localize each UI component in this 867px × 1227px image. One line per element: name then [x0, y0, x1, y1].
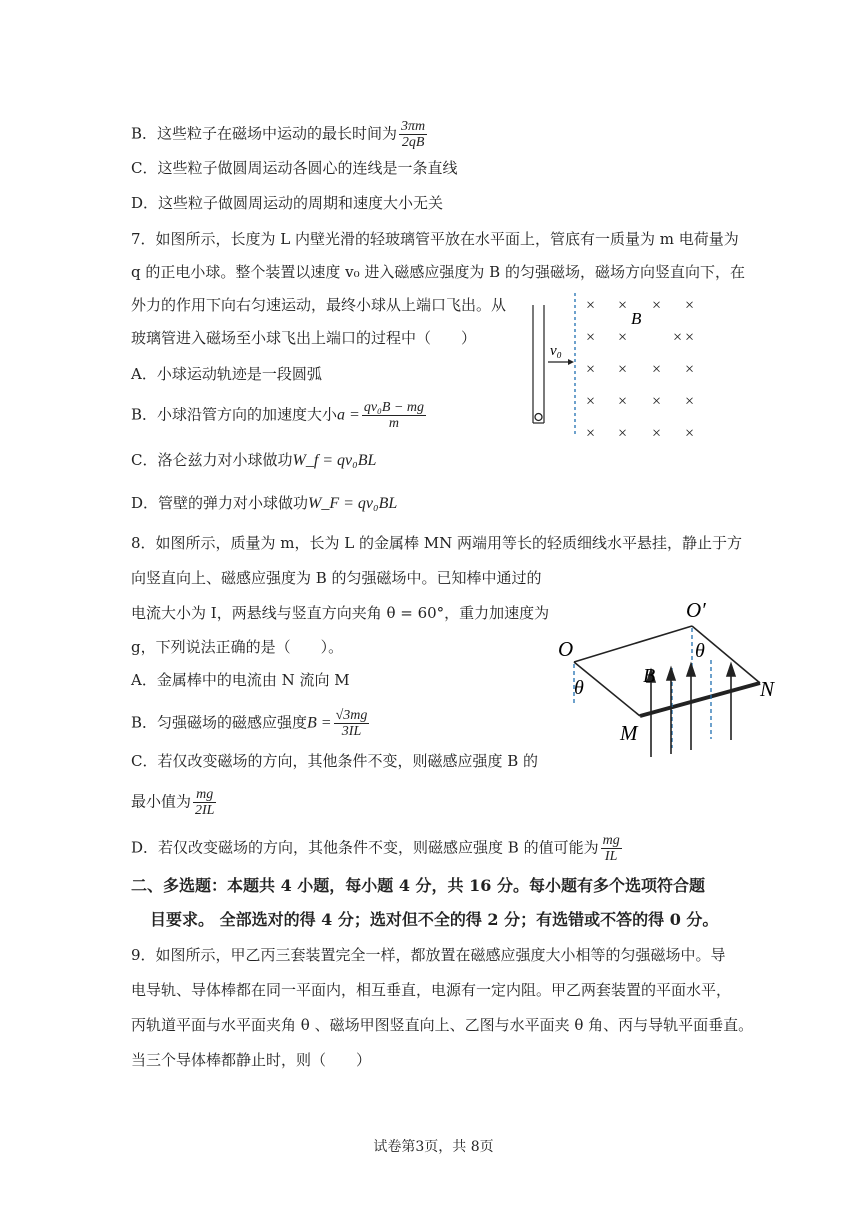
field-x-mark: × — [651, 297, 662, 314]
q7-option-c-text: C．洛仑兹力对小球做功 — [131, 451, 293, 469]
field-B-label: B — [631, 309, 642, 328]
q9-stem-line1: 9．如图所示，甲乙丙三套装置完全一样，都放置在磁感应强度大小相等的匀强磁场中。导 — [131, 946, 726, 964]
q7-option-b — [131, 400, 428, 431]
field-x-mark: × — [684, 361, 695, 378]
fraction-denominator: 2IL — [195, 803, 215, 818]
q6-option-c: C．这些粒子做圆周运动各圆心的连线是一条直线 — [131, 159, 458, 177]
q6-option-b-fraction — [399, 119, 427, 150]
label-theta-left: θ — [574, 677, 584, 699]
q8-option-b-fraction — [334, 708, 370, 739]
velocity-arrowhead — [568, 359, 574, 365]
label-M: M — [620, 721, 638, 745]
q7-option-a: A．小球运动轨迹是一段圆弧 — [131, 365, 322, 383]
q7-option-b-text: B．小球沿管方向的加速度大小 — [131, 405, 338, 424]
field-x-mark: × — [651, 361, 662, 378]
q7-stem-line4: 玻璃管进入磁场至小球飞出上端口的过程中（ ） — [131, 329, 477, 347]
metal-rod-MN — [640, 683, 760, 716]
fraction-numerator: qv₀B − mg — [363, 400, 425, 415]
fraction-denominator: m — [388, 416, 399, 431]
q6-option-b — [131, 119, 429, 150]
field-x-mark: × — [585, 329, 596, 346]
q8-option-b-text: B．匀强磁场的磁感应强度 — [131, 713, 308, 732]
q6-option-d: D．这些粒子做圆周运动的周期和速度大小无关 — [131, 194, 444, 212]
q8-option-b — [131, 708, 371, 739]
fraction-numerator: mg — [193, 787, 216, 803]
label-O-prime: O′ — [686, 598, 706, 622]
top-edge — [574, 626, 692, 662]
field-x-mark: × — [651, 425, 662, 440]
q8-figure — [550, 590, 790, 765]
q8-option-d — [131, 833, 624, 864]
field-x-mark: × — [672, 329, 683, 346]
field-x-mark: × — [585, 425, 596, 440]
q7-option-c-expr: W_f = qv₀BL — [292, 452, 377, 469]
field-x-mark: × — [585, 361, 596, 378]
q7-option-b-lhs: a = — [337, 406, 360, 424]
fraction-numerator: 3πm — [401, 119, 426, 134]
label-N: N — [760, 677, 775, 701]
field-x-mark: × — [684, 393, 695, 410]
fraction-numerator: √3mg — [335, 708, 368, 723]
section2-heading-line1: 二、多选题：本题共 4 小题，每小题 4 分，共 16 分。每小题有多个选项符合题 — [131, 876, 705, 895]
q7-option-d-expr: W_F = qv₀BL — [308, 495, 398, 512]
field-x-mark: × — [617, 425, 628, 440]
label-O: O — [558, 637, 574, 661]
left-thread — [574, 662, 640, 716]
field-x-mark: × — [585, 393, 596, 410]
q6-option-b-text: B．这些粒子在磁场中运动的最长时间为 — [131, 124, 398, 143]
q8-option-a: A．金属棒中的电流由 N 流向 M — [131, 671, 350, 689]
q9-stem-line3: 丙轨道平面与水平面夹角 θ 、磁场甲图竖直向上、乙图与水平面夹 θ 角、丙与导轨平面垂直。 — [131, 1016, 754, 1034]
field-x-mark: × — [684, 425, 695, 440]
q8-option-b-lhs: B = — [307, 714, 332, 732]
q8-option-c-line1: C．若仅改变磁场的方向，其他条件不变，则磁感应强度 B 的 — [131, 752, 539, 770]
charged-ball — [535, 414, 542, 421]
field-x-mark: × — [684, 297, 695, 314]
v0-label: v₀ — [550, 343, 562, 359]
q9-stem-line2: 电导轨、导体棒都在同一平面内，相互垂直，电源有一定内阻。甲乙两套装置的平面水平， — [131, 981, 732, 999]
page-footer: 试卷第3页，共 8页 — [373, 1139, 494, 1155]
q7-option-c — [131, 450, 376, 471]
field-x-mark: × — [617, 297, 628, 314]
q8-option-c-line2 — [131, 787, 218, 818]
q8-option-c-text: 最小值为 — [131, 792, 192, 811]
label-B: B — [643, 665, 656, 687]
q9-stem-line4: 当三个导体棒都静止时，则（ ） — [131, 1051, 372, 1069]
fraction-numerator: mg — [602, 833, 620, 848]
q8-stem-line3: 电流大小为 I，两悬线与竖直方向夹角 θ = 60°，重力加速度为 — [131, 604, 550, 622]
q7-option-d-text: D．管壁的弹力对小球做功 — [131, 494, 309, 512]
q7-stem-line1: 7．如图所示，长度为 L 内壁光滑的轻玻璃管平放在水平面上，管底有一质量为 m 电荷量为 — [131, 230, 739, 248]
field-x-mark: × — [585, 297, 596, 314]
q7-stem-line2: q 的正电小球。整个装置以速度 v₀ 进入磁感应强度为 B 的匀强磁场，磁场方向竖直向下，在 — [131, 263, 745, 281]
q8-option-d-fraction — [601, 833, 622, 864]
field-x-mark: × — [651, 393, 662, 410]
q7-option-d — [131, 493, 397, 514]
q7-stem-line3: 外力的作用下向右匀速运动，最终小球从上端口飞出。从 — [131, 296, 507, 314]
fraction-denominator: 2qB — [401, 135, 425, 150]
q7-figure — [520, 285, 720, 440]
q7-option-b-fraction — [362, 400, 426, 431]
section2-heading-line2: 目要求。 全部选对的得 4 分；选对但不全的得 2 分；有选错或不答的得 0 分。 — [150, 910, 719, 929]
field-x-mark: × — [617, 393, 628, 410]
q8-stem-line1: 8．如图所示，质量为 m，长为 L 的金属棒 MN 两端用等长的轻质细线水平悬挂，静止于方 — [131, 534, 743, 552]
field-x-mark: × — [684, 329, 695, 346]
fraction-denominator: 3IL — [341, 724, 362, 739]
q8-stem-line2: 向竖直向上、磁感应强度为 B 的匀强磁场中。已知棒中通过的 — [131, 569, 542, 587]
fraction-denominator: IL — [604, 849, 618, 864]
q8-option-d-text: D．若仅改变磁场的方向，其他条件不变，则磁感应强度 B 的值可能为 — [131, 838, 599, 857]
q8-option-c-fraction — [193, 787, 216, 818]
q8-stem-line4: g，下列说法正确的是（ ）。 — [131, 638, 344, 656]
field-x-mark: × — [617, 329, 628, 346]
label-theta-right: θ — [695, 640, 705, 662]
field-x-mark: × — [617, 361, 628, 378]
